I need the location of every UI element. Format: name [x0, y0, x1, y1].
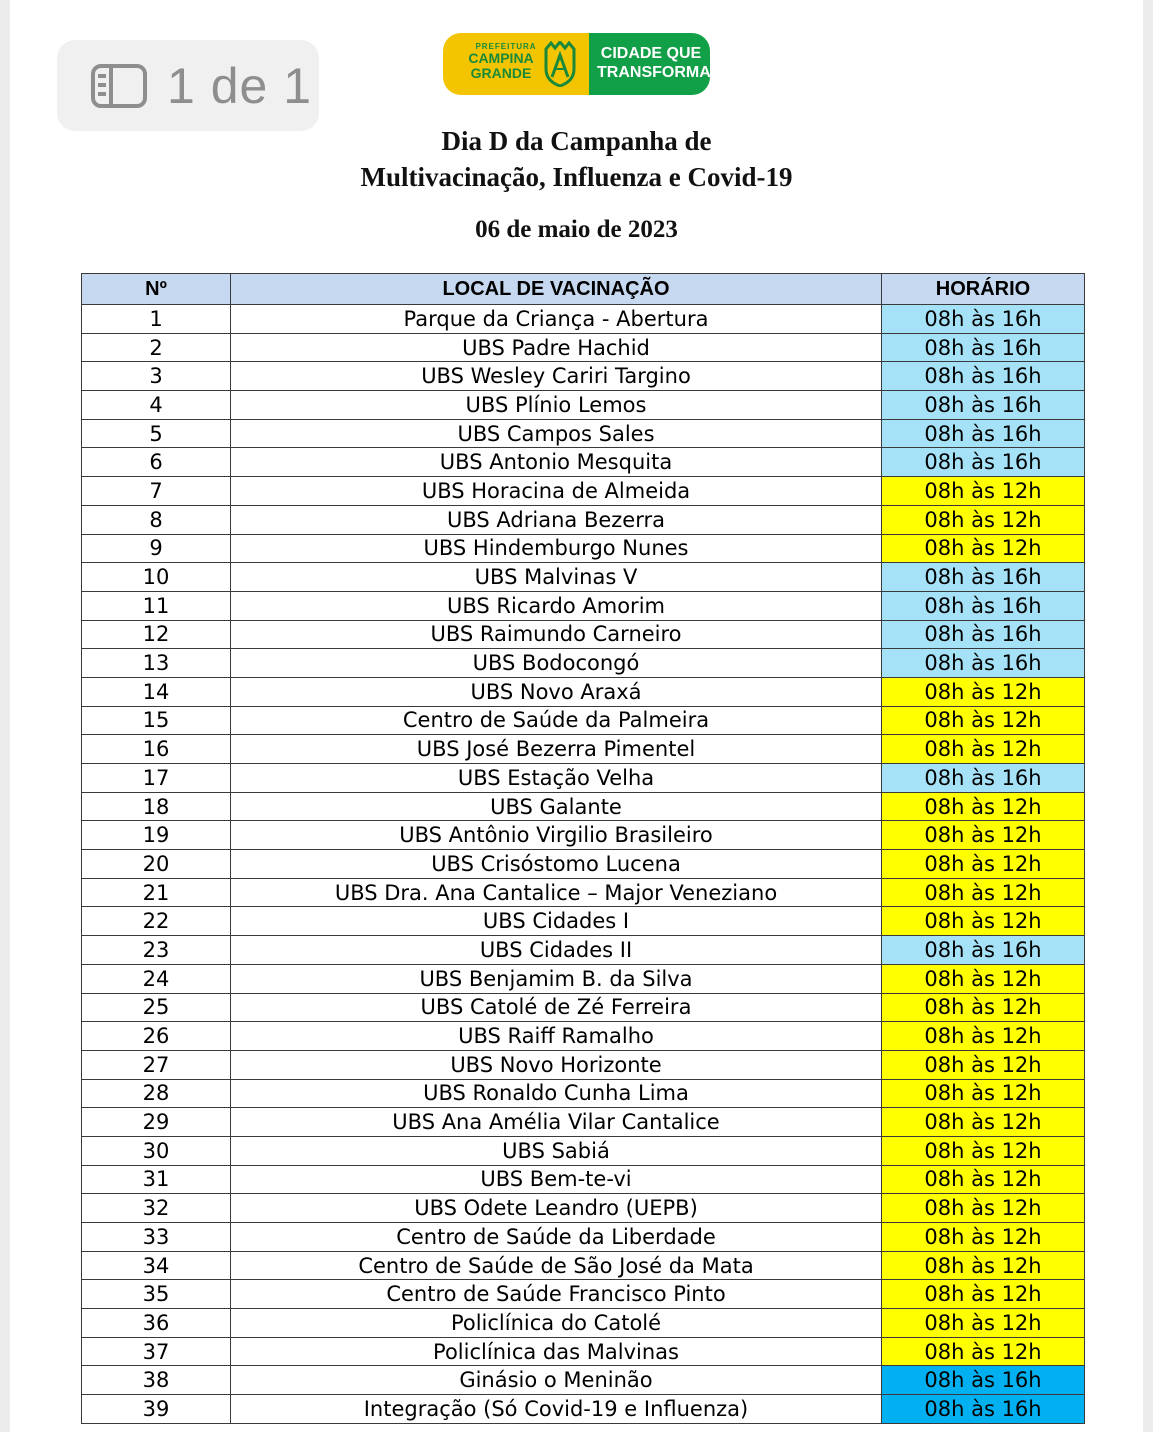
cell-horario: 08h às 16h: [882, 305, 1085, 334]
logo-slogan-line1: CIDADE QUE: [600, 45, 702, 62]
cell-number: 38: [82, 1366, 231, 1395]
cell-local: Centro de Saúde da Liberdade: [231, 1223, 882, 1252]
column-header-local: LOCAL DE VACINAÇÃO: [231, 274, 882, 305]
cell-horario: 08h às 12h: [882, 1280, 1085, 1309]
table-row: [82, 448, 1085, 477]
cell-local: UBS Hindemburgo Nunes: [231, 534, 882, 563]
cell-number: 15: [82, 706, 231, 735]
cell-local: UBS Galante: [231, 792, 882, 821]
cell-number: 1: [82, 305, 231, 334]
table-row: [82, 1165, 1085, 1194]
table-row: [82, 936, 1085, 965]
cell-number: 28: [82, 1079, 231, 1108]
cell-number: 29: [82, 1108, 231, 1137]
cell-number: 5: [82, 419, 231, 448]
cell-local: UBS Wesley Cariri Targino: [231, 362, 882, 391]
cell-number: 19: [82, 821, 231, 850]
cell-number: 39: [82, 1395, 231, 1424]
logo-slogan-line2: TRANSFORMA: [597, 64, 711, 81]
table-row: [82, 477, 1085, 506]
cell-horario: 08h às 16h: [882, 649, 1085, 678]
cell-horario: 08h às 12h: [882, 1136, 1085, 1165]
table-row: [82, 735, 1085, 764]
cell-horario: 08h às 16h: [882, 563, 1085, 592]
cell-local: UBS Malvinas V: [231, 563, 882, 592]
cell-local: Centro de Saúde da Palmeira: [231, 706, 882, 735]
table-row: [82, 563, 1085, 592]
cell-local: UBS Estação Velha: [231, 764, 882, 793]
page-indicator[interactable]: [57, 40, 319, 131]
cell-horario: 08h às 16h: [882, 448, 1085, 477]
cell-horario: 08h às 12h: [882, 821, 1085, 850]
page-indicator-text: 1 de 1: [167, 57, 313, 114]
cell-number: 21: [82, 878, 231, 907]
cell-horario: 08h às 16h: [882, 591, 1085, 620]
document-title-line2: Multivacinação, Influenza e Covid-19: [360, 162, 793, 192]
cell-number: 31: [82, 1165, 231, 1194]
table-row: [82, 362, 1085, 391]
cell-number: 13: [82, 649, 231, 678]
cell-horario: 08h às 12h: [882, 1022, 1085, 1051]
column-header-number: Nº: [82, 274, 231, 305]
cell-horario: 08h às 16h: [882, 391, 1085, 420]
cell-horario: 08h às 16h: [882, 764, 1085, 793]
cell-local: UBS Campos Sales: [231, 419, 882, 448]
cell-horario: 08h às 12h: [882, 1194, 1085, 1223]
cell-horario: 08h às 12h: [882, 1309, 1085, 1338]
cell-local: UBS Odete Leandro (UEPB): [231, 1194, 882, 1223]
cell-number: 7: [82, 477, 231, 506]
cell-horario: 08h às 12h: [882, 1079, 1085, 1108]
cell-horario: 08h às 12h: [882, 1337, 1085, 1366]
cell-number: 32: [82, 1194, 231, 1223]
table-row: [82, 1050, 1085, 1079]
table-row: [82, 1079, 1085, 1108]
cell-horario: 08h às 16h: [882, 1366, 1085, 1395]
cell-horario: 08h às 12h: [882, 878, 1085, 907]
cell-local: Ginásio o Meninão: [231, 1366, 882, 1395]
cell-local: UBS Adriana Bezerra: [231, 505, 882, 534]
cell-number: 2: [82, 333, 231, 362]
table-row: [82, 764, 1085, 793]
cell-number: 11: [82, 591, 231, 620]
cell-local: UBS Bodocongó: [231, 649, 882, 678]
cell-number: 10: [82, 563, 231, 592]
table-row: [82, 1337, 1085, 1366]
cell-number: 3: [82, 362, 231, 391]
cell-number: 20: [82, 850, 231, 879]
cell-number: 23: [82, 936, 231, 965]
cell-horario: 08h às 12h: [882, 1108, 1085, 1137]
cell-number: 36: [82, 1309, 231, 1338]
cell-horario: 08h às 16h: [882, 620, 1085, 649]
cell-local: UBS Antonio Mesquita: [231, 448, 882, 477]
cell-number: 4: [82, 391, 231, 420]
cell-local: UBS Raiff Ramalho: [231, 1022, 882, 1051]
cell-number: 25: [82, 993, 231, 1022]
cell-number: 37: [82, 1337, 231, 1366]
cell-local: UBS José Bezerra Pimentel: [231, 735, 882, 764]
table-row: [82, 534, 1085, 563]
cell-horario: 08h às 12h: [882, 792, 1085, 821]
cell-local: UBS Antônio Virgilio Brasileiro: [231, 821, 882, 850]
cell-horario: 08h às 12h: [882, 477, 1085, 506]
cell-horario: 08h às 12h: [882, 1050, 1085, 1079]
table-row: [82, 993, 1085, 1022]
table-row: [82, 821, 1085, 850]
table-row: [82, 620, 1085, 649]
cell-number: 17: [82, 764, 231, 793]
table-row: [82, 591, 1085, 620]
cell-local: UBS Plínio Lemos: [231, 391, 882, 420]
cell-local: UBS Cidades I: [231, 907, 882, 936]
cell-number: 16: [82, 735, 231, 764]
cell-number: 6: [82, 448, 231, 477]
cell-horario: 08h às 16h: [882, 419, 1085, 448]
cell-local: UBS Sabiá: [231, 1136, 882, 1165]
table-row: [82, 677, 1085, 706]
cell-local: UBS Cidades II: [231, 936, 882, 965]
table-row: [82, 964, 1085, 993]
document-date: 06 de maio de 2023: [475, 216, 678, 243]
cell-local: UBS Dra. Ana Cantalice – Major Veneziano: [231, 878, 882, 907]
table-row: [82, 305, 1085, 334]
table-row: [82, 333, 1085, 362]
cell-local: Integração (Só Covid-19 e Influenza): [231, 1395, 882, 1424]
table-row: [82, 1366, 1085, 1395]
cell-horario: 08h às 12h: [882, 505, 1085, 534]
cell-horario: 08h às 12h: [882, 1223, 1085, 1252]
table-row: [82, 706, 1085, 735]
table-row: [82, 1251, 1085, 1280]
logo-city-block: [443, 33, 589, 95]
prefeitura-logo: [443, 33, 710, 95]
cell-number: 27: [82, 1050, 231, 1079]
logo-slogan: [597, 44, 711, 82]
cell-number: 33: [82, 1223, 231, 1252]
table-row: [82, 1223, 1085, 1252]
cell-number: 22: [82, 907, 231, 936]
cell-local: UBS Crisóstomo Lucena: [231, 850, 882, 879]
cell-number: 26: [82, 1022, 231, 1051]
table-header-row: [82, 274, 1085, 305]
cell-local: Policlínica do Catolé: [231, 1309, 882, 1338]
document-title-line1: Dia D da Campanha de: [441, 126, 712, 156]
table-row: [82, 878, 1085, 907]
cell-number: 24: [82, 964, 231, 993]
table-row: [82, 649, 1085, 678]
logo-city-line1: CAMPINA: [468, 50, 534, 66]
cell-local: UBS Novo Araxá: [231, 677, 882, 706]
cell-local: Centro de Saúde Francisco Pinto: [231, 1280, 882, 1309]
cell-local: UBS Catolé de Zé Ferreira: [231, 993, 882, 1022]
table-row: [82, 1395, 1085, 1424]
table-row: [82, 1022, 1085, 1051]
logo-city-name: [451, 51, 551, 81]
cell-number: 35: [82, 1280, 231, 1309]
cell-number: 9: [82, 534, 231, 563]
cell-local: UBS Ricardo Amorim: [231, 591, 882, 620]
cell-number: 14: [82, 677, 231, 706]
cell-number: 8: [82, 505, 231, 534]
logo-slogan-block: [589, 33, 710, 95]
table-row: [82, 1309, 1085, 1338]
cell-local: UBS Bem-te-vi: [231, 1165, 882, 1194]
cell-local: Parque da Criança - Abertura: [231, 305, 882, 334]
cell-local: UBS Benjamim B. da Silva: [231, 964, 882, 993]
cell-horario: 08h às 16h: [882, 333, 1085, 362]
cell-horario: 08h às 12h: [882, 706, 1085, 735]
table-row: [82, 1280, 1085, 1309]
cell-horario: 08h às 16h: [882, 362, 1085, 391]
table-row: [82, 1194, 1085, 1223]
cell-number: 30: [82, 1136, 231, 1165]
cell-horario: 08h às 12h: [882, 735, 1085, 764]
cell-local: UBS Raimundo Carneiro: [231, 620, 882, 649]
cell-local: Centro de Saúde de São José da Mata: [231, 1251, 882, 1280]
vaccination-sites-table: [81, 273, 1085, 1424]
cell-number: 34: [82, 1251, 231, 1280]
cell-number: 18: [82, 792, 231, 821]
table-row: [82, 505, 1085, 534]
cell-horario: 08h às 12h: [882, 993, 1085, 1022]
logo-prefeitura-text: PREFEITURA: [475, 42, 537, 51]
cell-horario: 08h às 12h: [882, 534, 1085, 563]
cell-local: Policlínica das Malvinas: [231, 1337, 882, 1366]
table-row: [82, 907, 1085, 936]
logo-city-line2: GRANDE: [470, 65, 532, 81]
cell-horario: 08h às 12h: [882, 850, 1085, 879]
cell-horario: 08h às 12h: [882, 1251, 1085, 1280]
cell-local: UBS Ronaldo Cunha Lima: [231, 1079, 882, 1108]
cell-horario: 08h às 16h: [882, 1395, 1085, 1424]
cell-local: UBS Ana Amélia Vilar Cantalice: [231, 1108, 882, 1137]
city-shield-icon: [543, 41, 577, 92]
column-header-horario: HORÁRIO: [882, 274, 1085, 305]
table-row: [82, 850, 1085, 879]
cell-horario: 08h às 12h: [882, 964, 1085, 993]
cell-local: UBS Horacina de Almeida: [231, 477, 882, 506]
sidebar-pages-icon: [91, 64, 147, 108]
table-row: [82, 1108, 1085, 1137]
cell-local: UBS Padre Hachid: [231, 333, 882, 362]
cell-horario: 08h às 16h: [882, 936, 1085, 965]
cell-horario: 08h às 12h: [882, 677, 1085, 706]
table-row: [82, 419, 1085, 448]
cell-number: 12: [82, 620, 231, 649]
table-row: [82, 1136, 1085, 1165]
cell-horario: 08h às 12h: [882, 907, 1085, 936]
table-row: [82, 391, 1085, 420]
cell-horario: 08h às 12h: [882, 1165, 1085, 1194]
cell-local: UBS Novo Horizonte: [231, 1050, 882, 1079]
table-row: [82, 792, 1085, 821]
